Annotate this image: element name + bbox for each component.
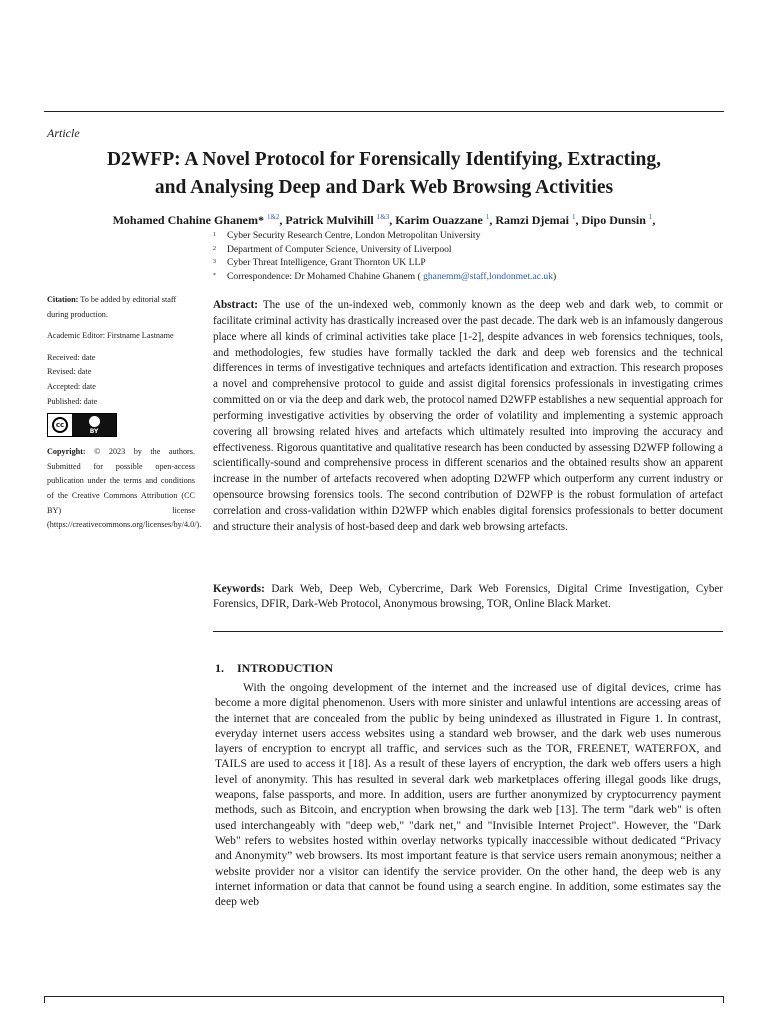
received-date: Received: date	[47, 352, 96, 362]
revised-date: Revised: date	[47, 367, 92, 377]
affiliation-1: 1 Cyber Security Research Centre, London Metropolitan University	[213, 230, 481, 241]
by-icon: BY	[72, 414, 116, 436]
paper-title	[44, 146, 724, 202]
author-list	[44, 213, 724, 228]
title-line-2: and Analysing Deep and Dark Web Browsing Activities	[154, 177, 614, 198]
copyright: Copyright: © 2023 by the authors. Submitted for possible open-access publication under the terms and conditions of the Creative Commons Attribution (CC BY) license (https://creativecommons.org/licenses/by/4.0/).	[47, 447, 202, 530]
author: Patrick Mulvihill $^{1\&3}$,	[285, 213, 396, 227]
academic-editor: Academic Editor: Firstname Lastname	[47, 331, 174, 341]
accepted-date: Accepted: date	[47, 381, 96, 391]
keywords-label: Keywords:	[213, 583, 265, 595]
intro-paragraph: With the ongoing development of the internet and the increased use of digital devices, crime has become a more digital phenomenon. Users with more sinister and unlawful intentions are accessing areas of the internet that are concealed from the public by being unindexed as illustrated in Figure 1. In contrast, everyday internet users access websites using a standard web browser, and the dark web uses numerous layers of encryption to encrypt all traffic, and services such as the TOR, FREENET, WATERFOX, and TAILS are used to access it [18]. As a result of these layers of encryption, the dark web offers users a high level of anonymity. This has resulted in several dark web marketplaces offering illegal goods like drugs, weapons, false passports, and more. In addition, users are further anonymized by cryptocurrency payment methods, such as Bitcoin, and encryption when browsing the dark web [13]. The term "dark web" is often used interchangeably with "deep web," "dark net," and "Invisible Internet Project". However, the "Dark Web" refers to websites hosted within overlay networks typically inaccessible without dedicated “Privacy and Anonymity” web browsers. Its most important feature is that service users remain anonymous; neither a website provider nor a visitor can identify the service provider. On the other hand, the deep web is any internet information or data that cannot be found using a search engine. In addition, some estimates say the deep web	[215, 681, 721, 909]
author: Ramzi Djemai $^1$,	[495, 213, 582, 227]
header-rule	[44, 111, 724, 112]
email-link[interactable]: ghanemm@staff,londonmet.ac.uk	[420, 270, 553, 282]
footer-rule	[44, 996, 724, 1003]
author: Dipo Dunsin $^1$,	[581, 213, 656, 227]
affiliations	[213, 229, 556, 283]
abstract	[213, 298, 723, 536]
author: Mohamed Chahine Ghanem* $^{1\&2}$,	[112, 213, 286, 227]
affiliation-3: 3 Cyber Threat Intelligence, Grant Thornton UK LLP	[213, 257, 426, 269]
article-type: Article	[47, 126, 80, 140]
section-heading: 1. INTRODUCTION	[215, 661, 334, 675]
cc-by-license-icon[interactable]	[47, 413, 117, 437]
abstract-label: Abstract:	[213, 299, 258, 311]
keywords-text: Dark Web, Deep Web, Cybercrime, Dark Web Forensics, Digital Crime Investigation, Cyber Forensics, DFIR, Dark-Web Protocol, Anonymous browsing, TOR, Online Black Market.	[213, 583, 723, 611]
affiliation-2: 2 Department of Computer Science, University of Liverpool	[213, 243, 452, 255]
section-divider	[213, 631, 723, 632]
published-date: Published: date	[47, 396, 98, 406]
correspondence: * Correspondence: Dr Mohamed Chahine Ghanem ( ghanemm@staff,londonmet.ac.uk)	[213, 270, 557, 282]
cc-icon: cc	[48, 414, 72, 436]
title-line-1: D2WFP: A Novel Protocol for Forensically Identifying, Extracting,	[106, 149, 662, 170]
keywords	[213, 582, 723, 613]
sidebar	[47, 293, 202, 533]
citation: Citation: To be added by editorial staff during production.	[47, 295, 177, 319]
author: Karim Ouazzane $^1$,	[395, 213, 496, 227]
abstract-text: The use of the un-indexed web, commonly known as the deep web and dark web, to commit or facilitate criminal activity has drastically increased over the past decade. The dark web is an infamously dangerous place where all kinds of criminal activities take place [1-2], despite advances in web forensics techniques, tools, and methodologies, few studies have formally tackled the dark and deep web forensics and the technical differences in terms of investigative techniques and artefacts identification and extraction. This research proposes a novel and comprehensive protocol to guide and assist digital forensics professionals in investigating crimes committed on or via the deep and dark web, the protocol named D2WFP establishes a new sequential approach for performing investigative activities by observing the order of volatility and implementing a systemic approach covering all browsing related hives and artefacts which ultimately resulted into improving the accuracy and effectiveness. Rigorous quantitative and qualitative research has been conducted by assessing D2WFP following a scientifically-sound and comprehensive process in different scenarios and the obtained results show an apparent increase in the number of artefacts recovered when adopting D2WFP which outperform any current industry or opensource browsing forensics tools. The second contribution of D2WFP is the robust formulation of artefact correlation and cross-validation within D2WFP which enables digital forensics professionals to better document and structure their analysis of host-based deep and dark web browsing artefacts.	[213, 299, 723, 533]
